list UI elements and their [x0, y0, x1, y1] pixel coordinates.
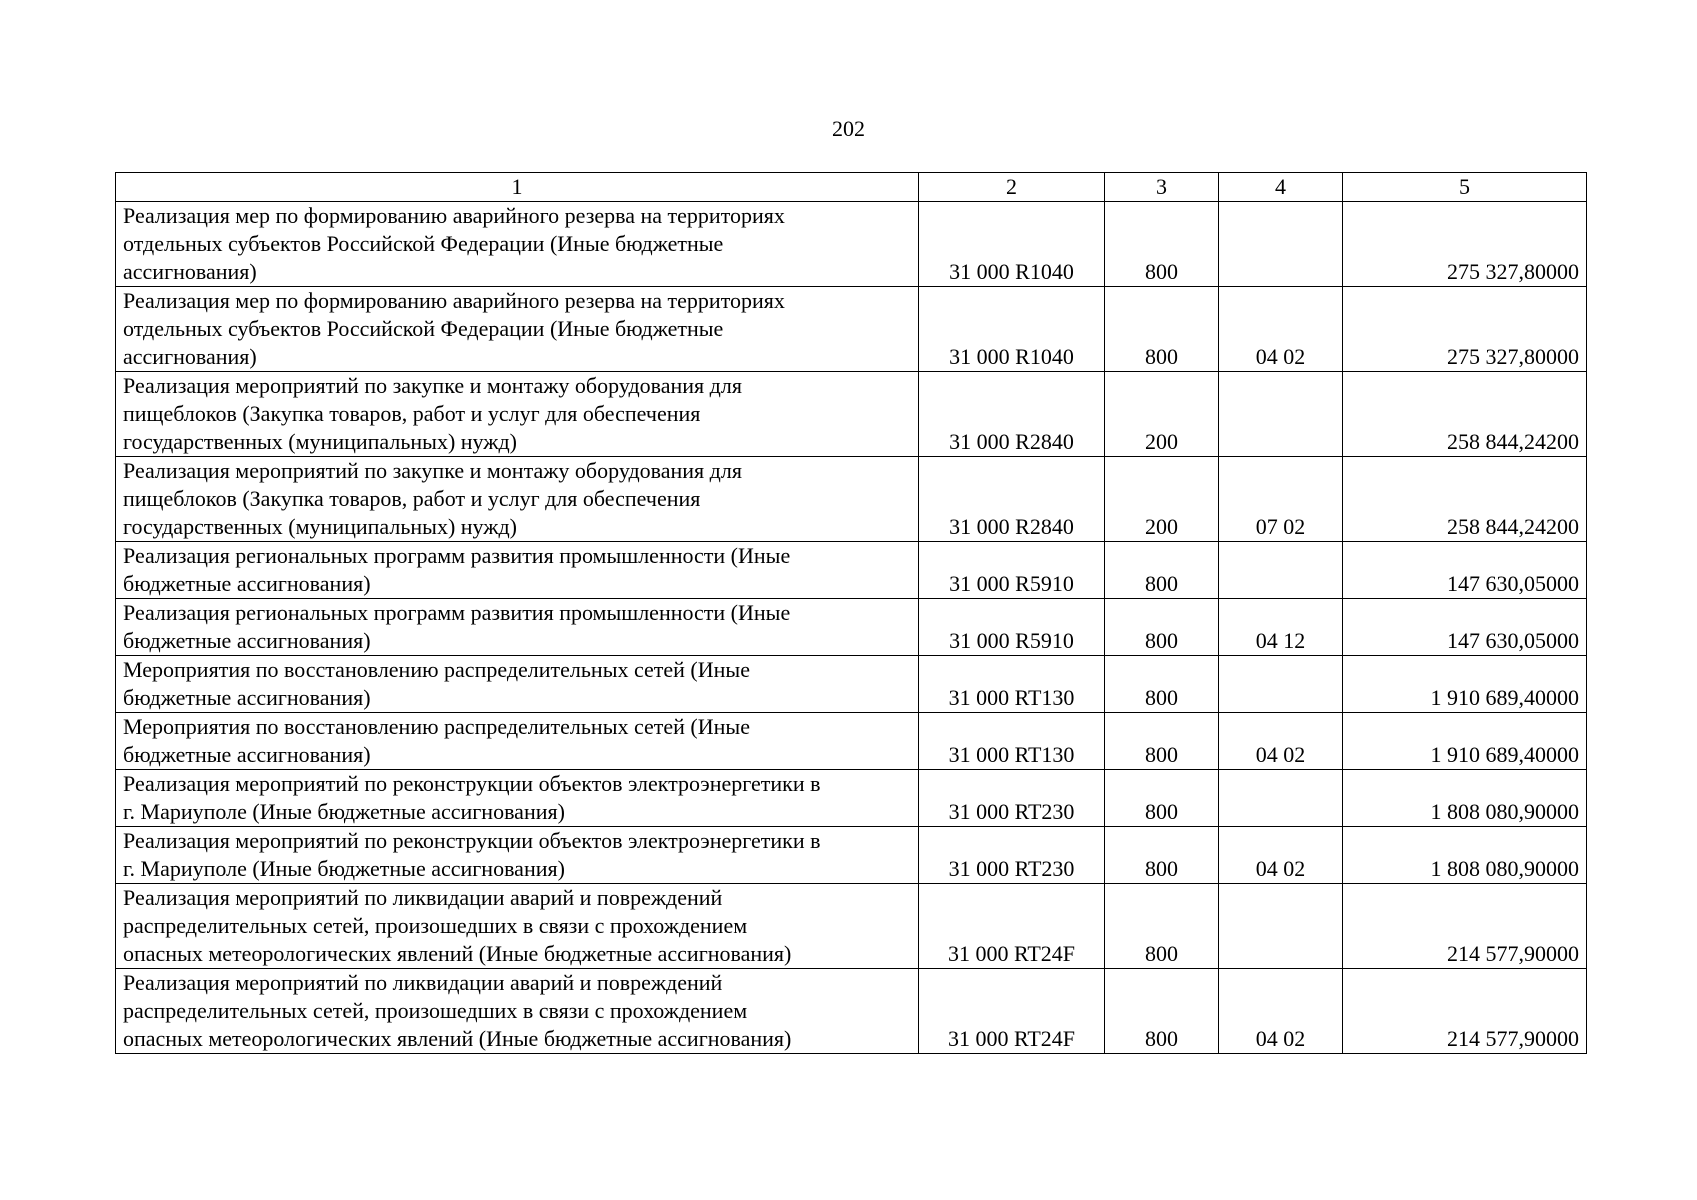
row-name-line: бюджетные ассигнования): [123, 685, 371, 710]
row-section-cell: [1219, 542, 1343, 599]
row-section-cell: 04 02: [1219, 287, 1343, 372]
page-number: 202: [832, 116, 865, 141]
row-code-cell: 31 000 R2840: [919, 372, 1105, 457]
row-section-cell: [1219, 884, 1343, 969]
row-name-line: Реализация мер по формированию аварийного резерва на территориях: [123, 203, 785, 228]
row-code-cell: 31 000 R5910: [919, 599, 1105, 656]
row-code-cell: 31 000 R1040: [919, 202, 1105, 287]
row-name-cell: [116, 599, 919, 656]
row-name-cell: [116, 287, 919, 372]
row-code-cell: 31 000 RT24F: [919, 969, 1105, 1054]
row-name-cell: [116, 969, 919, 1054]
row-name-line: опасных метеорологических явлений (Иные бюджетные ассигнования): [123, 1026, 792, 1051]
row-name-line: отдельных субъектов Российской Федерации (Иные бюджетные: [123, 231, 724, 256]
column-header: 1: [116, 173, 919, 202]
row-name-line: пищеблоков (Закупка товаров, работ и услуг для обеспечения: [123, 401, 701, 426]
row-amount-cell: 1 910 689,40000: [1343, 713, 1587, 770]
budget-table: [115, 172, 1587, 1054]
row-expense-type-cell: 800: [1105, 656, 1219, 713]
row-section-cell: 04 02: [1219, 713, 1343, 770]
row-name-cell: [116, 884, 919, 969]
row-name-line: ассигнования): [123, 259, 257, 284]
row-amount-cell: 1 808 080,90000: [1343, 770, 1587, 827]
row-name-cell: [116, 827, 919, 884]
table-row: [116, 770, 1587, 827]
table-row: [116, 287, 1587, 372]
row-name-line: отдельных субъектов Российской Федерации (Иные бюджетные: [123, 316, 724, 341]
row-name-line: Реализация мероприятий по ликвидации аварий и повреждений: [123, 970, 723, 995]
table-row: [116, 599, 1587, 656]
row-name-line: распределительных сетей, произошедших в связи с прохождением: [123, 913, 748, 938]
row-amount-cell: 258 844,24200: [1343, 372, 1587, 457]
row-section-cell: 04 12: [1219, 599, 1343, 656]
row-expense-type-cell: 800: [1105, 884, 1219, 969]
row-code-cell: 31 000 RT130: [919, 713, 1105, 770]
row-name-line: бюджетные ассигнования): [123, 742, 371, 767]
row-amount-cell: 1 910 689,40000: [1343, 656, 1587, 713]
row-name-cell: [116, 713, 919, 770]
row-amount-cell: 147 630,05000: [1343, 542, 1587, 599]
row-expense-type-cell: 800: [1105, 827, 1219, 884]
row-code-cell: 31 000 RT230: [919, 827, 1105, 884]
table-header-row: [116, 173, 1587, 202]
row-name-line: государственных (муниципальных) нужд): [123, 514, 517, 539]
row-name-line: бюджетные ассигнования): [123, 571, 371, 596]
row-name-line: пищеблоков (Закупка товаров, работ и услуг для обеспечения: [123, 486, 701, 511]
row-name-line: Реализация мер по формированию аварийного резерва на территориях: [123, 288, 785, 313]
column-header: 4: [1219, 173, 1343, 202]
row-expense-type-cell: 800: [1105, 770, 1219, 827]
row-expense-type-cell: 800: [1105, 969, 1219, 1054]
row-name-line: Реализация мероприятий по реконструкции объектов электроэнергетики в: [123, 771, 821, 796]
row-amount-cell: 214 577,90000: [1343, 969, 1587, 1054]
row-code-cell: 31 000 RT24F: [919, 884, 1105, 969]
row-code-cell: 31 000 R5910: [919, 542, 1105, 599]
row-amount-cell: 214 577,90000: [1343, 884, 1587, 969]
table-row: [116, 542, 1587, 599]
row-expense-type-cell: 800: [1105, 202, 1219, 287]
row-expense-type-cell: 800: [1105, 713, 1219, 770]
row-name-line: г. Мариуполе (Иные бюджетные ассигнования): [123, 856, 565, 881]
table-row: [116, 713, 1587, 770]
row-section-cell: [1219, 372, 1343, 457]
row-amount-cell: 275 327,80000: [1343, 202, 1587, 287]
table-row: [116, 656, 1587, 713]
row-name-line: Мероприятия по восстановлению распределительных сетей (Иные: [123, 714, 750, 739]
row-code-cell: 31 000 R2840: [919, 457, 1105, 542]
row-amount-cell: 275 327,80000: [1343, 287, 1587, 372]
row-code-cell: 31 000 RT230: [919, 770, 1105, 827]
row-name-cell: [116, 372, 919, 457]
row-name-line: опасных метеорологических явлений (Иные бюджетные ассигнования): [123, 941, 792, 966]
row-name-line: Реализация мероприятий по реконструкции объектов электроэнергетики в: [123, 828, 821, 853]
row-name-line: Реализация мероприятий по ликвидации аварий и повреждений: [123, 885, 723, 910]
column-header: 5: [1343, 173, 1587, 202]
table-row: [116, 969, 1587, 1054]
row-expense-type-cell: 200: [1105, 457, 1219, 542]
row-expense-type-cell: 800: [1105, 599, 1219, 656]
table-row: [116, 372, 1587, 457]
row-name-line: государственных (муниципальных) нужд): [123, 429, 517, 454]
row-name-line: Реализация региональных программ развития промышленности (Иные: [123, 600, 791, 625]
row-name-line: г. Мариуполе (Иные бюджетные ассигнования): [123, 799, 565, 824]
row-section-cell: 04 02: [1219, 827, 1343, 884]
row-amount-cell: 147 630,05000: [1343, 599, 1587, 656]
column-header: 2: [919, 173, 1105, 202]
row-code-cell: 31 000 RT130: [919, 656, 1105, 713]
row-code-cell: 31 000 R1040: [919, 287, 1105, 372]
row-name-line: Реализация мероприятий по закупке и монтажу оборудования для: [123, 373, 742, 398]
row-expense-type-cell: 200: [1105, 372, 1219, 457]
table-row: [116, 884, 1587, 969]
table-body: [116, 202, 1587, 1054]
row-section-cell: 07 02: [1219, 457, 1343, 542]
row-name-cell: [116, 202, 919, 287]
row-expense-type-cell: 800: [1105, 542, 1219, 599]
row-name-cell: [116, 656, 919, 713]
row-name-line: ассигнования): [123, 344, 257, 369]
row-section-cell: [1219, 202, 1343, 287]
row-name-line: Реализация региональных программ развития промышленности (Иные: [123, 543, 791, 568]
row-name-line: Мероприятия по восстановлению распределительных сетей (Иные: [123, 657, 750, 682]
table-row: [116, 457, 1587, 542]
row-section-cell: [1219, 770, 1343, 827]
column-header: 3: [1105, 173, 1219, 202]
row-section-cell: [1219, 656, 1343, 713]
row-name-cell: [116, 457, 919, 542]
row-name-line: распределительных сетей, произошедших в связи с прохождением: [123, 998, 748, 1023]
table-row: [116, 202, 1587, 287]
row-name-line: бюджетные ассигнования): [123, 628, 371, 653]
row-name-line: Реализация мероприятий по закупке и монтажу оборудования для: [123, 458, 742, 483]
row-section-cell: 04 02: [1219, 969, 1343, 1054]
row-name-cell: [116, 770, 919, 827]
row-expense-type-cell: 800: [1105, 287, 1219, 372]
table-row: [116, 827, 1587, 884]
row-name-cell: [116, 542, 919, 599]
row-amount-cell: 1 808 080,90000: [1343, 827, 1587, 884]
row-amount-cell: 258 844,24200: [1343, 457, 1587, 542]
